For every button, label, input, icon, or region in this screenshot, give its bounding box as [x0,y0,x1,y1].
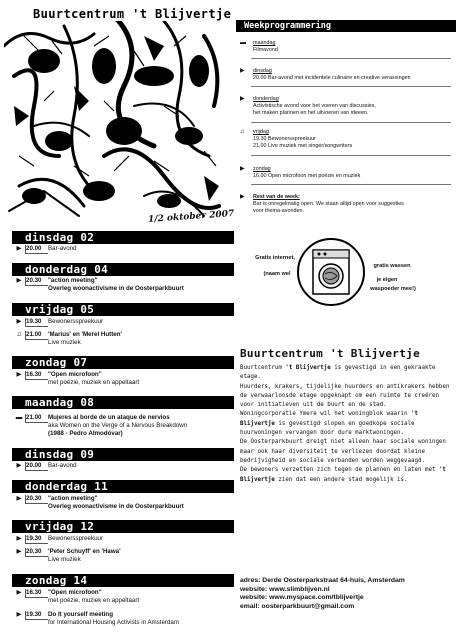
event-subtitle: met poëzie, muziek en appeltaart [48,597,140,604]
day-header: donderdag 04 [12,263,234,276]
play-icon: ▶ [240,96,245,102]
weekday-line: Filmavond [253,47,278,54]
weekday-line: 16.00 Open microfoon met poëzie en muziek [253,173,361,180]
music-note-icon: ♫ [16,331,22,338]
weekday-name: zondag [253,166,271,172]
film-icon: ▬ [240,40,246,46]
event-subtitle: aka Women on the Verge of a Nervous Breakdown [48,422,188,429]
weekday-name: dinsdag [253,68,272,74]
weekday-name: maandag [253,40,276,46]
play-icon: ▶ [16,371,22,378]
weekday-line: 19.30 Bewonersspreekuur [253,136,316,143]
event-time: 19.30 [25,318,48,327]
play-icon: ▶ [240,194,245,200]
event-title: Bar-avond [48,462,77,469]
event-title: 'Peter Schuyff' en 'Hawa' [48,548,121,555]
day-header: donderdag 11 [12,480,234,493]
event-time: 16.30 [25,371,48,380]
day-header: zondag 07 [12,356,234,369]
event-time: 20.30 [25,495,48,504]
event-time: 19.30 [25,535,48,544]
divider [251,184,451,185]
play-icon: ▶ [16,611,22,618]
play-icon: ▶ [16,245,22,252]
masthead-illustration [4,6,230,224]
weekday-line: 21.00 Live muziek met singer/songwriters [253,143,353,150]
laundry-caption: gratis wassen [373,263,411,269]
laundry-caption: (naam wel [263,271,291,277]
weekday-name: donderdag [253,96,279,102]
play-icon: ▶ [16,277,22,284]
divider [251,58,451,59]
contact-block [240,577,454,611]
film-icon: ▬ [15,414,23,421]
event-title: Mujeres al borde de un ataque de nervios [48,414,170,421]
event-subtitle: for International Housing Activists in Amsterdam [48,619,180,626]
day-header: dinsdag 09 [12,448,234,461]
weekday-line: Activistische avond voor het voeren van discussies, [253,103,376,110]
event-subtitle: Live muziek [48,339,81,346]
website-link[interactable]: website: www.myspace.com/tblijvertje [240,594,364,602]
weekday-line: 20.00 Bar-avond met incidentele culinaire en creative verassingen [253,75,411,82]
article-paragraph: Woningcorporatie Ymere wil het woningblok waarin 't Blijvertje is gevestigd slopen en goedkope sociale huurwoningen vervangen door dure marktwoningen. [240,411,418,437]
event-title: "Open microfoon" [48,371,102,378]
event-title: "Open microfoon" [48,589,102,596]
email-link[interactable]: email: oosterparkbuurt@gmail.com [240,602,355,610]
day-header: vrijdag 12 [12,520,234,533]
website-link[interactable]: website: www.slimblijven.nl [240,585,330,593]
day-header: vrijdag 05 [12,303,234,316]
play-icon: ▶ [240,166,245,172]
article-body [240,364,454,485]
article-title: Buurtcentrum 't Blijvertje [240,347,420,360]
weekday-name: Rest van de week: [253,194,300,200]
event-time: 21.00 [25,414,48,423]
event-title: 'Marius' en 'Merel Hutten' [48,331,122,338]
article-paragraph: Huurders, krakers, tijdelijke huurders en antikrakers hebben de verwaarloosde etage opgeknapt om een ruimte te creëren voor initiatieven uit de buurt en de stad. [240,383,450,409]
music-note-icon: ♫ [240,129,245,135]
masthead-title: Buurtcentrum 't Blijvertje [30,7,234,21]
weekday-name: vrijdag [253,129,269,135]
play-icon: ▶ [16,318,22,325]
day-header: dinsdag 02 [12,231,234,244]
event-time: 16.30 [25,589,48,598]
laundry-caption: je eigen [376,277,398,283]
washing-machine-icon [299,240,363,304]
play-icon: ▶ [16,548,22,555]
play-icon: ▶ [16,535,22,542]
article-paragraph: De bewoners verzetten zich tegen de plannen en laten met 't Blijvertje zien dat een andere stad mogelijk is. [240,467,446,483]
address: adres: Derde Oosterparkstraat 64-huis, Amsterdam [240,577,405,584]
laundry-caption: Gratis internet, [255,255,295,261]
event-time: 19.30 [25,611,48,620]
event-credit: (1988 - Pedro Almodóvar) [48,430,123,437]
weekday-line: het maken plannen en het uitvoeren van ideeen. [253,110,369,117]
event-title: Do It yourself meeting [48,611,113,618]
day-header: zondag 14 [12,574,234,587]
play-icon: ▶ [16,589,22,596]
event-time: 21.00 [25,331,48,340]
weekprogram-heading: Weekprogrammering [236,20,456,32]
weekday-line: Bar is onregelmatig open. We staan altijd open voor suggesties [253,201,404,208]
event-subtitle: Overleg woonactivisme in de Oosterparkbuurt [48,285,184,292]
event-subtitle: met poëzie, muziek en appeltaart [48,379,140,386]
event-time: 20.30 [25,277,48,286]
article-paragraph: Buurtcentrum 't Blijvertje is gevestigd in een gekraakte etage. [240,365,436,381]
play-icon: ▶ [240,68,245,74]
washing-machine-illustration [297,238,365,306]
event-time: 20.00 [25,245,48,254]
date-stamp: 1/2 oktober 2007 [147,209,235,225]
play-icon: ▶ [16,495,22,502]
play-icon: ▶ [16,462,22,469]
event-time: 20.30 [25,548,48,557]
event-title: "action meeting" [48,495,98,502]
event-title: Bar-avond [48,245,77,252]
divider [251,122,451,123]
event-subtitle: Live muziek [48,556,81,563]
laundry-caption: waspoeder mee!) [370,286,416,292]
event-subtitle: Overleg woonactivisme in de Oosterparkbuurt [48,503,184,510]
event-title: Bewonersspreekuur [48,535,104,542]
article-paragraph: De Oosterparkbuurt dreigt niet alleen haar sociale woningen maar ook haar diversiteit te verliezen doordat kleine bedrijvigheid en sociale verbanden worden weggevaagd. [240,439,446,464]
event-title: "action meeting" [48,277,98,284]
weekday-line: voor thema-avonden. [253,208,304,215]
day-header: maandag 08 [12,396,234,409]
event-time: 20.00 [25,462,48,471]
divider [251,155,451,156]
divider [251,86,451,87]
event-title: Bewonersspreekuur [48,318,104,325]
